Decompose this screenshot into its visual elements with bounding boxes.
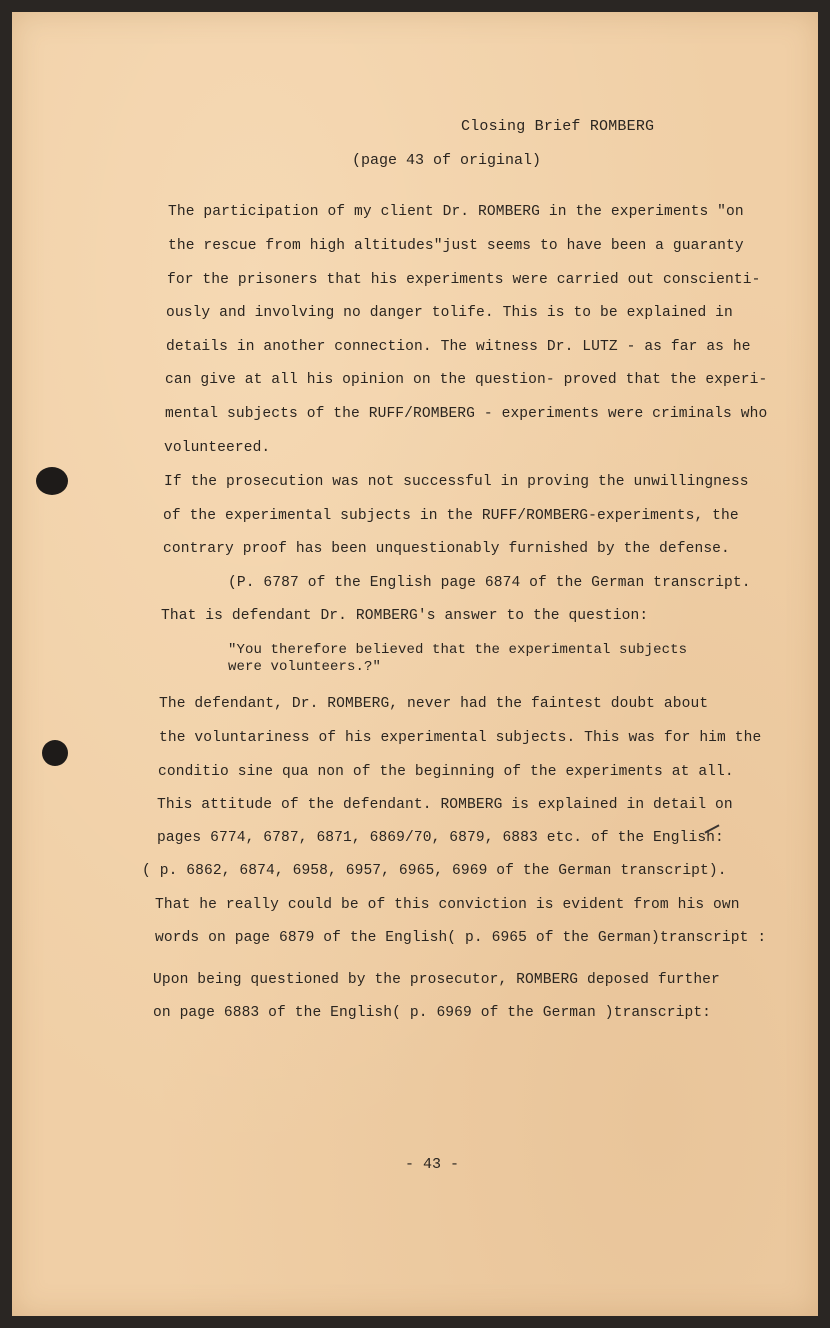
body-line: on page 6883 of the English( p. 6969 of the German )transcript: — [153, 1005, 712, 1021]
body-line: The defendant, Dr. ROMBERG, never had the faintest doubt about — [159, 696, 709, 712]
quoted-question: were volunteers.?" — [228, 659, 382, 675]
body-line: of the experimental subjects in the RUFF/ROMBERG-experiments, the — [163, 508, 739, 524]
body-line: Upon being questioned by the prosecutor, ROMBERG deposed further — [153, 972, 720, 988]
body-line: volunteered. — [164, 440, 271, 456]
body-line: This attitude of the defendant. ROMBERG is explained in detail on — [157, 797, 733, 813]
quoted-question: "You therefore believed that the experimental subjects — [228, 642, 688, 658]
body-line: If the prosecution was not successful in proving the unwillingness — [164, 474, 749, 490]
punch-hole — [36, 467, 68, 495]
body-line: That he really could be of this conviction is evident from his own — [155, 897, 740, 913]
original-page-note: (page 43 of original) — [352, 152, 542, 169]
body-line: details in another connection. The witness Dr. LUTZ - as far as he — [166, 339, 751, 355]
body-line: conditio sine qua non of the beginning of the experiments at all. — [158, 764, 734, 780]
body-line: the rescue from high altitudes"just seems to have been a guaranty — [168, 238, 744, 254]
body-line: pages 6774, 6787, 6871, 6869/70, 6879, 6883 etc. of the English: — [157, 830, 724, 846]
body-line: for the prisoners that his experiments were carried out conscienti- — [167, 272, 761, 288]
body-line: ously and involving no danger tolife. This is to be explained in — [166, 305, 733, 321]
body-line: words on page 6879 of the English( p. 6965 of the German)transcript : — [155, 930, 767, 946]
page-number: - 43 - — [405, 1156, 460, 1173]
document-page — [12, 12, 818, 1316]
body-line: ( p. 6862, 6874, 6958, 6957, 6965, 6969 of the German transcript). — [142, 863, 727, 879]
transcript-reference-line: (P. 6787 of the English page 6874 of the German transcript. — [228, 575, 751, 591]
body-line: can give at all his opinion on the question- proved that the experi- — [165, 372, 768, 388]
body-line: That is defendant Dr. ROMBERG's answer to the question: — [161, 608, 649, 624]
document-title: Closing Brief ROMBERG — [461, 118, 655, 135]
body-line: contrary proof has been unquestionably furnished by the defense. — [163, 541, 730, 557]
body-line: mental subjects of the RUFF/ROMBERG - experiments were criminals who — [165, 406, 768, 422]
body-line: the voluntariness of his experimental subjects. This was for him the — [159, 730, 762, 746]
punch-hole — [42, 740, 68, 766]
body-line: The participation of my client Dr. ROMBERG in the experiments "on — [168, 204, 744, 220]
